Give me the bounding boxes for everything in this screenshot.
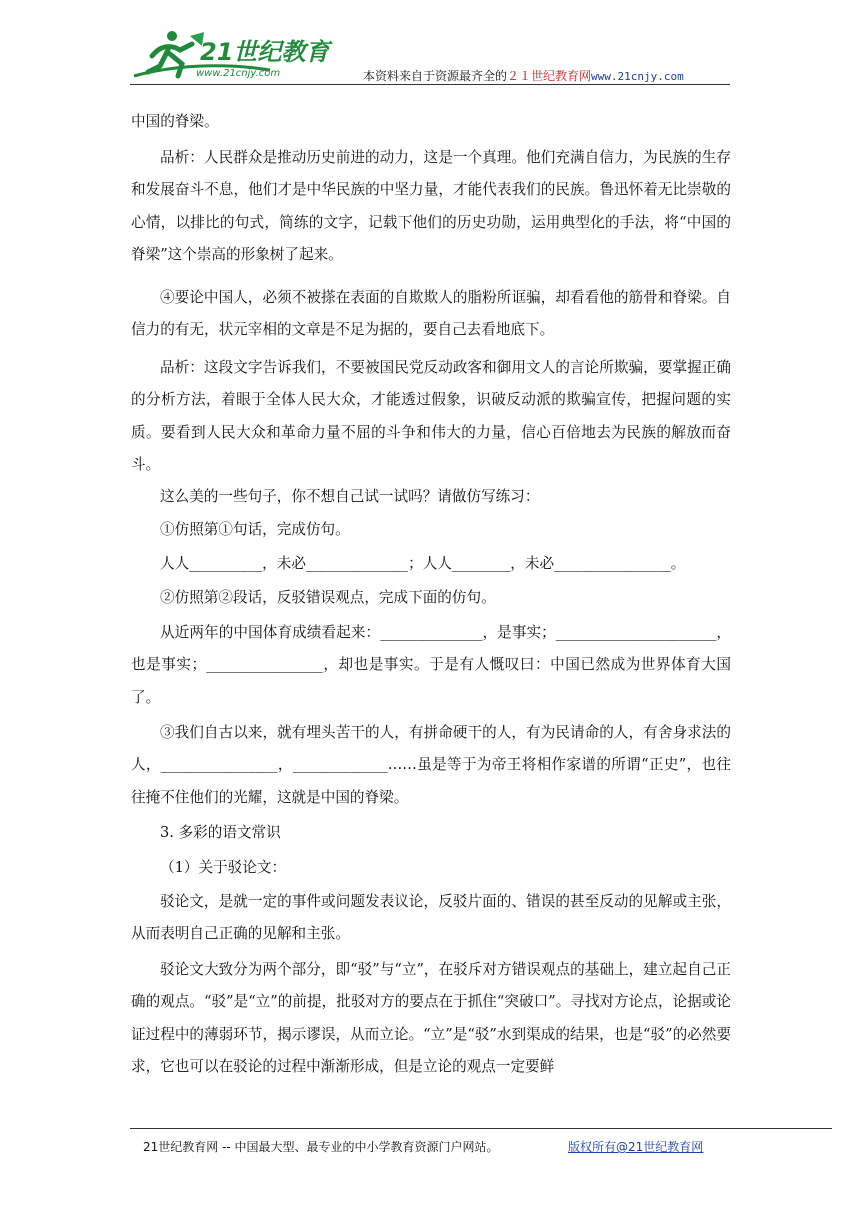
footer-rule [130,1128,832,1129]
copyright-link[interactable]: 版权所有@21世纪教育网 [568,1140,704,1154]
header-rule [130,84,730,85]
paragraph-3: ④要论中国人，必须不被搽在表面的自欺欺人的脂粉所诓骗，却看看他的筋骨和脊梁。自信力的有无，状元宰相的文章是不足为据的，要自己去看地底下。 [131,289,731,339]
page-footer [143,1138,704,1155]
header-note-prefix: 本资料来自于资源最齐全的 [363,69,508,83]
site-logo [130,26,340,84]
footer-text: 21世纪教育网 -- 中国最大型、最专业的中小学教育资源门户网站。 [143,1140,499,1154]
paragraph-5: 这么美的一些句子，你不想自己试一试吗？请做仿写练习： [160,488,540,505]
paragraph-1: 中国的脊梁。 [131,113,219,130]
paragraph-9: 从近两年的中国体育成绩看起来：______________，是事实；______________________，也是事实；________________，却也是事实。于是有人慨叹曰：中国已然成为世界体育大国了。 [131,624,731,706]
logo-url: www.21cnjy.com [196,68,281,79]
header-note [363,67,684,84]
paragraph-8: ②仿照第②段话，反驳错误观点，完成下面的仿句。 [160,589,496,606]
section-heading: 3. 多彩的语文常识 [160,824,281,841]
logo-wordmark: 21世纪教育 [200,38,330,66]
subsection-heading: （1）关于驳论文： [160,859,287,876]
paragraph-7: 人人__________，未必______________；人人________，未必________________。 [160,555,686,572]
paragraph-4: 品析：这段文字告诉我们，不要被国民党反动政客和御用文人的言论所欺骗，要掌握正确的分析方法，着眼于全体人民大众，才能透过假象，识破反动派的欺骗宣传，把握问题的实质。要看到人民大众和革命力量不屈的斗争和伟大的力量，信心百倍地去为民族的解放而奋斗。 [131,359,731,473]
paragraph-12: 驳论文大致分为两个部分，即“驳”与“立”，在驳斥对方错误观点的基础上，建立起自己正确的观点。“驳”是“立”的前提，批驳对方的要点在于抓住“突破口”。寻找对方论点，论据或论证过程中的薄弱环节，揭示谬误，从而立论。“立”是“驳”水到渠成的结果，也是“驳”的必然要求，它也可以在驳论的过程中渐渐形成，但是立论的观点一定要鲜 [131,961,731,1075]
header-note-url[interactable]: www.21cnjy.com [591,70,684,83]
paragraph-10: ③我们自古以来，就有埋头苦干的人，有拼命硬干的人，有为民请命的人，有舍身求法的人，________________，_____________……虽是等于为帝王将相作家谱的所谓“正史”，也往往掩不住他们的光耀，这就是中国的脊梁。 [131,724,731,806]
paragraph-6: ①仿照第①句话，完成仿句。 [160,521,350,538]
paragraph-2: 品析：人民群众是推动历史前进的动力，这是一个真理。他们充满自信力，为民族的生存和发展奋斗不息，他们才是中华民族的中坚力量，才能代表我们的民族。鲁迅怀着无比崇敬的心情，以排比的句式，简练的文字，记载下他们的历史功勋，运用典型化的手法，将“中国的脊梁”这个崇高的形象树了起来。 [131,149,731,263]
header-note-brand[interactable]: ２１世纪教育网 [507,69,592,83]
paragraph-11: 驳论文，是就一定的事件或问题发表议论，反驳片面的、错误的甚至反动的见解或主张，从而表明自己正确的见解和主张。 [131,893,731,943]
